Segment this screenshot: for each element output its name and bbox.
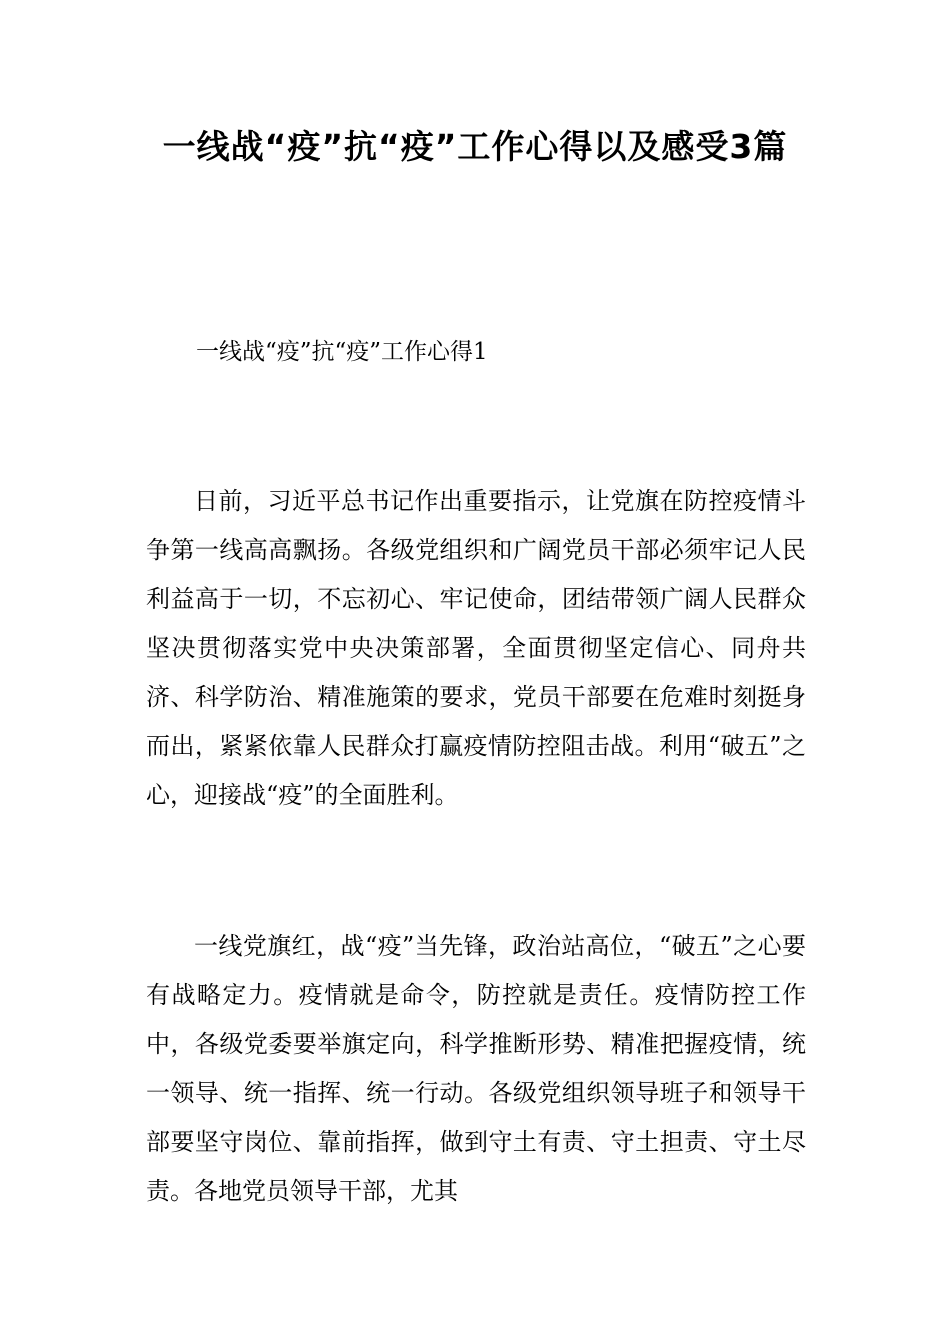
paragraph-1: 日前，习近平总书记作出重要指示，让党旗在防控疫情斗争第一线高高飘扬。各级党组织和广阔党员干部必须牢记人民利益高于一切，不忘初心、牢记使命，团结带领广阔人民群众坚决贯彻落实党中央决策部署，全面贯彻坚定信心、同舟共济、科学防治、精准施策的要求，党员干部要在危难时刻挺身而出，紧紧依靠人民群众打赢疫情防控阻击战。利用“破五”之心，迎接战“疫”的全面胜利。	[146, 487, 806, 809]
paragraph-2: 一线党旗红，战“疫”当先锋，政治站高位，“破五”之心要有战略定力。疫情就是命令，防控就是责任。疫情防控工作中，各级党委要举旗定向，科学推断形势、精准把握疫情，统一领导、统一指挥、统一行动。各级党组织领导班子和领导干部要坚守岗位、靠前指挥，做到守土有责、守土担责、守土尽责。各地党员领导干部，尤其	[146, 932, 806, 1205]
document-title: 一线战“疫”抗“疫”工作心得以及感受3篇	[162, 127, 788, 166]
section-heading: 一线战“疫”抗“疫”工作心得1	[196, 339, 488, 365]
